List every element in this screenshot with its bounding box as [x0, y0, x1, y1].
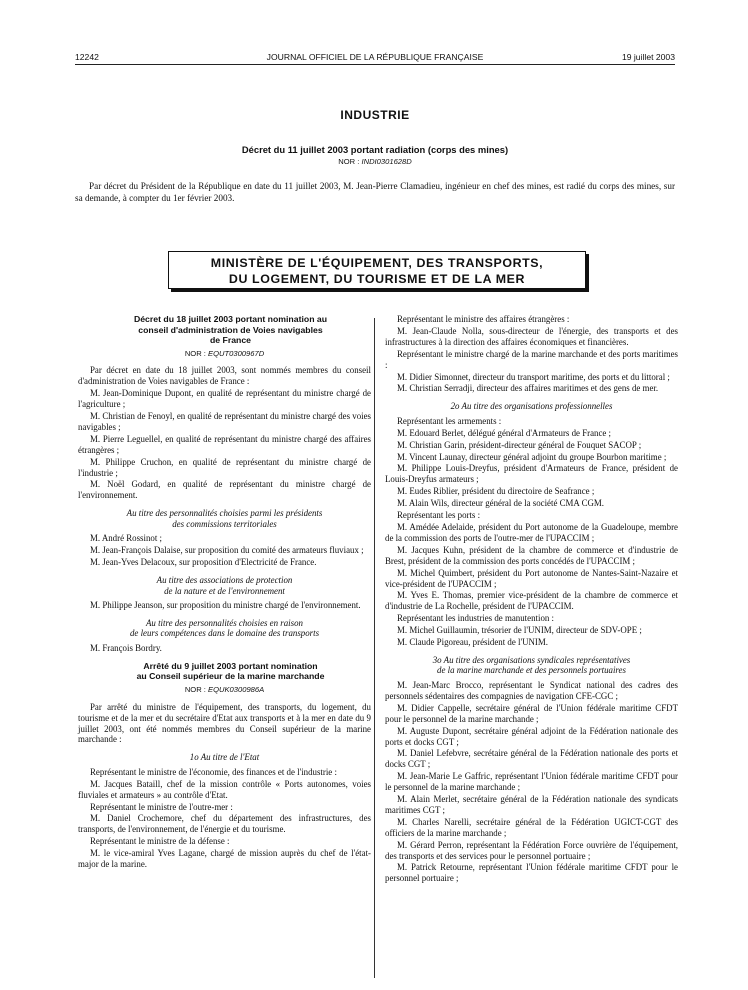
paragraph: Par décret en date du 18 juillet 2003, sont nommés membres du conseil d'administration de Voies navigables de France :	[78, 365, 371, 387]
paragraph: M. Jean-Dominique Dupont, en qualité de représentant du ministre chargé de l'agriculture ;	[78, 388, 371, 410]
paragraph: Représentant les ports :	[397, 510, 481, 521]
paragraph: M. Jean-Marie Le Gaffric, représentant l'Union fédérale maritime CFDT pour le personnel de la marine marchande ;	[385, 771, 678, 793]
paragraph: Représentant le ministre de l'outre-mer :	[90, 801, 233, 812]
paragraph: M. le vice-amiral Yves Lagane, chargé de mission auprès du chef de l'état-major de la marine.	[78, 848, 371, 870]
paragraph: Représentant les industries de manutention :	[397, 613, 555, 624]
paragraph: M. Noël Godard, en qualité de représentant du ministre chargé de l'environnement.	[78, 479, 371, 501]
ministry-line-2: DU LOGEMENT, DU TOURISME ET DE LA MER	[228, 272, 526, 286]
heading-line: Au titre des personnalités choisies en raison	[146, 617, 303, 628]
paragraph: M. Jean-Marc Brocco, représentant le Syndicat national des cadres des personnels sédentaires des compagnies de navigation CFE-CGC ;	[385, 679, 678, 701]
paragraph: M. Michel Guillaumin, trésorier de l'UNIM, directeur de SDV-OPE ;	[397, 625, 642, 636]
paragraph: M. Alain Merlet, secrétaire général de la Fédération nationale des syndicats maritimes CGT ;	[385, 794, 678, 815]
paragraph: M. Jean-Claude Nolla, sous-directeur de l'énergie, des transports et des infrastructures à la direction des affaires économiques et financières.	[385, 325, 678, 347]
nor-label: NOR :	[184, 684, 209, 694]
paragraph: M. Philippe Louis-Dreyfus, président d'Armateurs de France, président de Louis-Dreyfus armateurs ;	[385, 463, 678, 485]
heading-line: de la nature et de l'environnement	[164, 585, 285, 596]
paragraph: M. Pierre Leguellel, en qualité de représentant du ministre chargé des affaires étrangères ;	[78, 433, 371, 455]
subsection-heading	[385, 655, 678, 676]
paragraph: M. Edouard Berlet, délégué général d'Armateurs de France ;	[397, 427, 612, 438]
paragraph: Représentant les armements :	[397, 415, 502, 426]
paragraph: M. Eudes Riblier, président du directoire de Seafrance ;	[397, 486, 595, 497]
arrete-title: Arrêté du 9 juillet 2003 portant nomination	[143, 660, 318, 671]
paragraph: M. Charles Narelli, secrétaire général de la Fédération UGICT-CGT des officiers de la marine marchande ;	[385, 816, 678, 838]
heading-line: Au titre des associations de protection	[156, 575, 293, 585]
issue-date: 19 juillet 2003	[621, 52, 675, 62]
heading-line: de la marine marchande et des personnels portuaires	[437, 665, 626, 676]
ministry-line-1: MINISTÈRE DE L'ÉQUIPEMENT, DES TRANSPORTS,	[210, 256, 544, 270]
decree-title: conseil d'administration de Voies navigables	[138, 324, 323, 335]
paragraph: M. Daniel Crochemore, chef du département des infrastructures, des transports, de l'environnement, de l'énergie et du tourisme.	[78, 813, 371, 835]
decree-body: Par décret du Président de la République en date du 11 juillet 2003, M. Jean-Pierre Clamadieu, ingénieur en chef des mines, est radié du corps des mines, sur sa demande, à compter du 1er février 2003.	[75, 181, 675, 203]
paragraph: Représentant le ministre de l'économie, des finances et de l'industrie :	[90, 766, 337, 777]
paragraph: M. Alain Wils, directeur général de la société CMA CGM.	[397, 498, 605, 509]
left-column	[78, 314, 371, 871]
nor-label: NOR :	[184, 348, 209, 358]
paragraph: M. Didier Simonnet, directeur du transport maritime, des ports et du littoral ;	[397, 371, 670, 382]
paragraph: M. Claude Pigoreau, président de l'UNIM.	[397, 637, 548, 648]
section-title: INDUSTRIE	[340, 108, 410, 122]
paragraph: Représentant le ministre de la défense :	[90, 836, 230, 847]
heading-line: Au titre des personnalités choisies parmi les présidents	[126, 508, 323, 519]
arrete-nor	[78, 685, 371, 696]
paragraph: M. Gérard Perron, représentant la Fédération Force ouvrière de l'équipement, des transports et des services pour le personnel portuaire ;	[385, 839, 678, 861]
ministry-box	[168, 251, 586, 289]
paragraph: Représentant le ministre chargé de la marine marchande et des ports maritimes :	[385, 348, 678, 370]
paragraph: M. Jacques Bataill, chef de la mission contrôle « Ports autonomes, voies fluviales et armateurs » au contrôle d'Etat.	[78, 778, 371, 800]
arrete-title: au Conseil supérieur de la marine marchande	[136, 671, 325, 682]
paragraph: M. Christian Serradji, directeur des affaires maritimes et des gens de mer.	[397, 383, 659, 394]
paragraph: M. Amédée Adelaide, président du Port autonome de la Guadeloupe, membre de la commission des ports de l'outre-mer de l'UPACCIM ;	[385, 522, 678, 543]
paragraph: M. Yves E. Thomas, premier vice-président de la chambre de commerce et d'industrie de La Rochelle, président de l'UPACCIM.	[385, 590, 678, 612]
paragraph: Représentant le ministre des affaires étrangères :	[397, 314, 570, 324]
page-header	[75, 52, 675, 64]
subsection-heading	[78, 575, 371, 596]
subsection-heading: 1o Au titre de l'Etat	[189, 752, 260, 763]
page-number: 12242	[75, 52, 99, 62]
decree-title: de France	[209, 335, 252, 345]
paragraph: M. Jacques Kuhn, président de la chambre de commerce et d'industrie de Brest, président de la commission des ports concédés de l'UPACCIM ;	[385, 544, 678, 566]
paragraph: M. Philippe Cruchon, en qualité de représentant du ministre chargé de l'industrie ;	[78, 456, 371, 478]
paragraph: M. André Rossinot ;	[90, 533, 162, 544]
column-divider	[374, 318, 375, 978]
heading-line: 3o Au titre des organisations syndicales représentatives	[432, 654, 631, 665]
nor-code: EQUT0300967D	[208, 348, 265, 358]
nor-code: EQUK0300986A	[208, 684, 265, 694]
paragraph: M. Patrick Retourne, représentant l'Union fédérale maritime CFDT pour le personnel portuaire ;	[385, 862, 678, 884]
nor-code: INDI0301628D	[361, 157, 412, 166]
right-column	[385, 314, 678, 885]
paragraph: M. Didier Cappelle, secrétaire général de l'Union fédérale maritime CFDT pour le personnel de la marine marchande ;	[385, 702, 678, 724]
nor-label: NOR :	[338, 157, 362, 166]
decree-nor	[75, 157, 675, 166]
paragraph: M. Daniel Lefebvre, secrétaire général de la Fédération nationale des ports et docks CGT ;	[385, 748, 678, 770]
paragraph: M. Michel Quimbert, président du Port autonome de Nantes-Saint-Nazaire et vice-président de l'UPACCIM ;	[385, 567, 678, 589]
paragraph: M. Christian de Fenoyl, en qualité de représentant du ministre chargé des voies navigables ;	[78, 411, 371, 432]
subsection-heading	[78, 618, 371, 639]
paragraph: M. Christian Garin, président-directeur général de Fouquet SACOP ;	[397, 439, 642, 450]
paragraph: M. Vincent Launay, directeur général adjoint du groupe Bourbon maritime ;	[397, 451, 667, 462]
heading-line: de leurs compétences dans le domaine des transports	[129, 628, 320, 639]
subsection-heading: 2o Au titre des organisations professionnelles	[450, 401, 613, 412]
heading-line: des commissions territoriales	[172, 518, 277, 529]
paragraph: M. Philippe Jeanson, sur proposition du ministre chargé de l'environnement.	[90, 600, 361, 610]
subsection-heading	[78, 508, 371, 529]
journal-title: JOURNAL OFFICIEL DE LA RÉPUBLIQUE FRANÇAISE	[266, 52, 484, 62]
paragraph: Par arrêté du ministre de l'équipement, des transports, du logement, du tourisme et de la mer et du secrétaire d'Etat aux transports et à la mer en date du 9 juillet 2003, ont été nommés membres du Conseil supérieur de la marine marchande :	[78, 701, 371, 745]
decree-nor	[78, 349, 371, 360]
paragraph: M. Jean-François Dalaise, sur proposition du comité des armateurs fluviaux ;	[90, 545, 364, 556]
paragraph: M. Auguste Dupont, secrétaire général adjoint de la Fédération nationale des ports et docks CGT ;	[385, 725, 678, 747]
paragraph: M. François Bordry.	[90, 642, 162, 653]
paragraph: M. Jean-Yves Delacoux, sur proposition d'Electricité de France.	[90, 557, 317, 568]
decree-title: Décret du 11 juillet 2003 portant radiation (corps des mines)	[241, 144, 509, 155]
header-rule	[75, 64, 675, 65]
decree-title: Décret du 18 juillet 2003 portant nomination au	[133, 314, 328, 324]
